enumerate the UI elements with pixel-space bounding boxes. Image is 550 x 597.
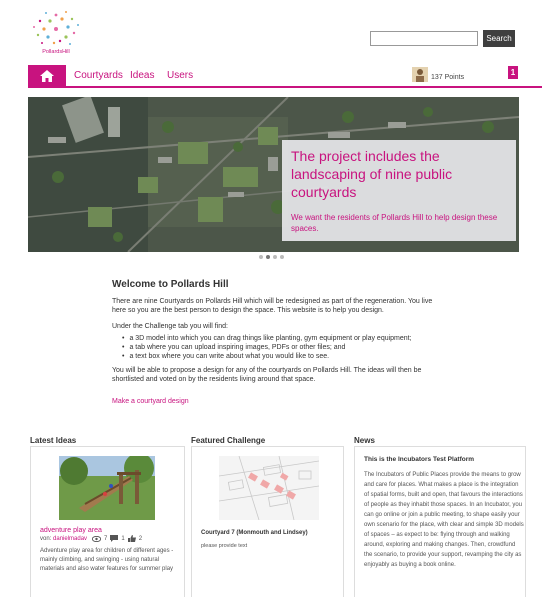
welcome-paragraph-1: There are nine Courtyards on Pollards Hill which will be redesigned as part of the regeneration. You live here so you are the best person to design the space. This website is to help you design.: [112, 298, 433, 314]
views-count: 7: [104, 535, 108, 542]
svg-text:PollardsHill: PollardsHill: [42, 49, 70, 55]
idea-title-link[interactable]: adventure play area: [40, 527, 102, 534]
hero-title: The project includes the landscaping of nine public courtyards: [291, 148, 453, 200]
nav-ideas[interactable]: Ideas: [130, 70, 155, 81]
comment-icon: [110, 535, 118, 542]
hero-subtitle: We want the residents of Pollards Hill to help design these spaces.: [291, 213, 498, 233]
list-item: • a text box where you can write about what you would like to see.: [122, 352, 412, 361]
carousel-dot-1[interactable]: [259, 255, 263, 259]
nav-divider: [28, 86, 542, 88]
home-button[interactable]: [28, 65, 66, 87]
carousel-dot-4[interactable]: [280, 255, 284, 259]
home-icon: [40, 70, 54, 82]
challenge-map-image[interactable]: [219, 456, 319, 520]
idea-stats: [92, 535, 142, 542]
challenge-title[interactable]: Courtyard 7 (Monmouth and Lindsey): [201, 530, 308, 536]
welcome-title: Welcome to Pollards Hill: [112, 279, 229, 290]
comments-count: 1: [121, 535, 125, 542]
eye-icon: [92, 536, 101, 542]
carousel-dot-3[interactable]: [273, 255, 277, 259]
news-heading: News: [354, 436, 375, 445]
idea-author: [40, 536, 87, 542]
idea-description: Adventure play area for children of different ages - mainly climbing, and swinging - using natural materials and also water features for summer play: [40, 548, 174, 572]
likes-count: 2: [138, 535, 143, 542]
make-design-link[interactable]: Make a courtyard design: [112, 398, 189, 405]
carousel-dot-2[interactable]: [266, 255, 270, 259]
author-prefix: von:: [40, 536, 52, 542]
welcome-paragraph-3: You will be able to propose a design for any of the courtyards on Pollards Hill. The ideas will then be shortlisted and voted on by the residents living around that space.: [112, 367, 422, 383]
author-link[interactable]: danielmadav: [53, 536, 88, 542]
carousel-dots: [259, 255, 284, 259]
user-points: 137 Points: [431, 74, 465, 81]
site-logo[interactable]: [26, 7, 86, 59]
thumbs-up-icon: [128, 535, 136, 542]
search-input[interactable]: [370, 31, 478, 46]
news-title[interactable]: This is the Incubators Test Platform: [364, 456, 475, 463]
feature-list: [122, 334, 412, 361]
user-avatar[interactable]: [412, 67, 428, 82]
idea-image[interactable]: [59, 456, 155, 520]
news-text: The Incubators of Public Places provide the means to grow and care for places. What makes a place is the integration of spatial forms, built and open, that favours the interactions of people as they inhabit those spaces. In an Incubator, you can go online or join a public meeting, to shape easily your own scenario for the place, with clear and simple 3D models of spaces – as expect to be: flying through and walking around, exploring and making changes. Then, crowdfund the scenario, to provide your support, revamping the city as enjoyably as buying a book online.: [364, 472, 524, 568]
search-button[interactable]: Search: [483, 30, 515, 47]
list-item: • a tab where you can upload inspiring images, PDFs or other files; and: [122, 343, 412, 352]
notification-badge[interactable]: 1: [508, 66, 518, 79]
welcome-paragraph-2: Under the Challenge tab you will find:: [112, 323, 228, 330]
nav-courtyards[interactable]: Courtyards: [74, 70, 123, 81]
list-item: • a 3D model into which you can drag things like planting, gym equipment or play equipment;: [122, 334, 412, 343]
featured-challenge-heading: Featured Challenge: [191, 436, 266, 445]
nav-users[interactable]: Users: [167, 70, 194, 81]
challenge-text: please provide text: [201, 543, 248, 549]
latest-ideas-heading: Latest Ideas: [30, 436, 77, 445]
